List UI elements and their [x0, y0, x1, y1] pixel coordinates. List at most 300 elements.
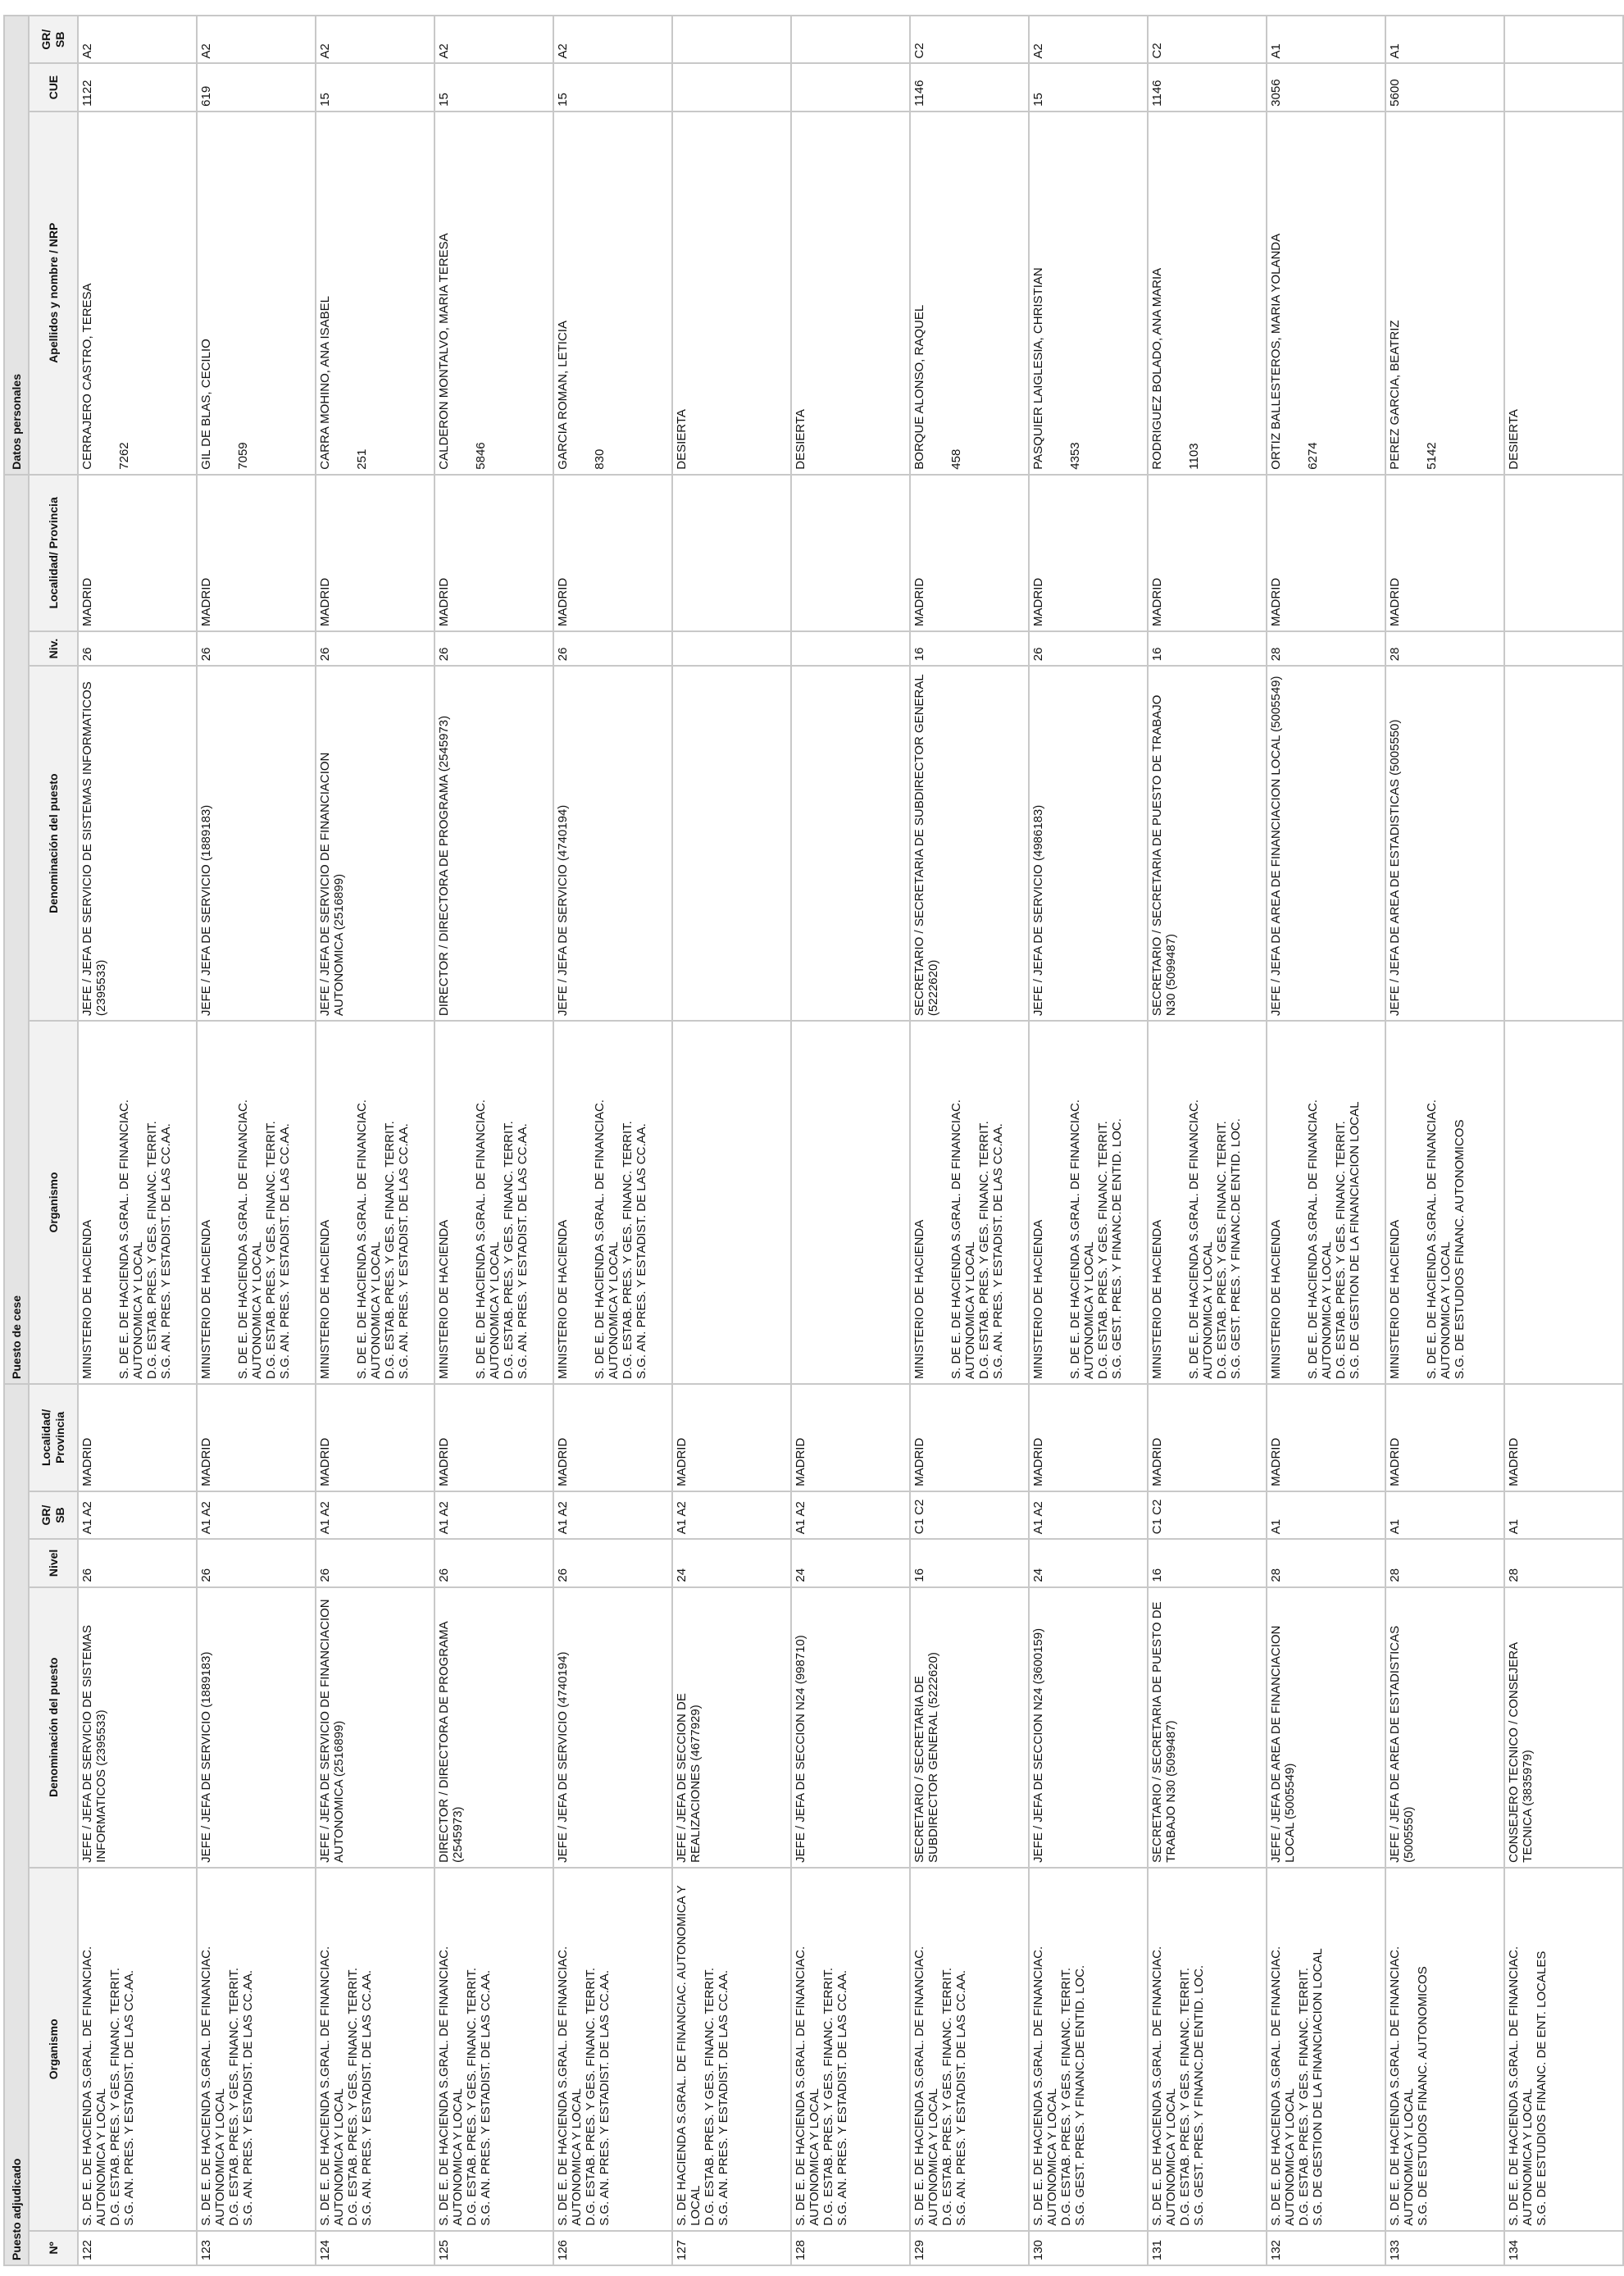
cese-denominacion-cell: JEFE / JEFA DE AREA DE ESTADISTICAS (5005550): [1385, 666, 1504, 1021]
nrp: 6274: [1306, 442, 1320, 470]
cese-nivel-cell: [791, 631, 910, 666]
organismo-cell-line: D.G. ESTAB. PRES. Y GES. FINANC. TERRIT.: [227, 1967, 241, 2226]
cese-nivel-cell: 26: [553, 631, 672, 666]
table-row: [316, 16, 434, 2265]
cue-cell: 1146: [1148, 63, 1267, 111]
col-header-localidad: Localidad/ Provincia: [29, 1384, 78, 1491]
organismo-cell-line: S.G. AN. PRES. Y ESTADIST. DE LAS CC.AA.: [360, 1969, 374, 2226]
cese-organismo-cell-line: S.G. GEST. PRES. Y FINANC.DE ENTID. LOC.: [1110, 1118, 1124, 1379]
cese-organismo-cell: [553, 1021, 672, 1384]
cese-organismo-cell-line: D.G. ESTAB. PRES. Y GES. FINANC. TERRIT.: [977, 1121, 991, 1379]
table-body: [78, 16, 1623, 2265]
cese-organismo-cell: [1267, 1021, 1385, 1384]
organismo-cell: [1504, 1868, 1623, 2231]
cue-cell: 15: [1029, 63, 1148, 111]
nombre-nrp-cell: [1504, 112, 1623, 475]
nrp: 5846: [474, 442, 488, 470]
nivel-cell: 26: [316, 1539, 434, 1586]
cese-denominacion-cell: JEFE / JEFA DE SERVICIO (4986183): [1029, 666, 1148, 1021]
nrp: 251: [355, 448, 369, 470]
col-header-nombre-nrp: Apellidos y nombre / NRP: [29, 112, 78, 475]
cese-nivel-cell: 26: [316, 631, 434, 666]
denominacion-cell: JEFE / JEFA DE SECCION DE REALIZACIONES (4677929): [672, 1587, 791, 1868]
cese-organismo-cell-line: S.G. AN. PRES. Y ESTADIST. DE LAS CC.AA.: [635, 1123, 648, 1379]
organismo-cell-line: S. DE E. DE HACIENDA S.GRAL. DE FINANCIAC. AUTONOMICA Y LOCAL: [1031, 1946, 1059, 2226]
personal-grsb-cell: C2: [910, 16, 1029, 63]
cese-organismo-cell-line: S.G. AN. PRES. Y ESTADIST. DE LAS CC.AA.: [159, 1123, 173, 1379]
localidad-cell: MADRID: [197, 1384, 316, 1491]
col-header-cue: CUE: [29, 63, 78, 111]
col-header-denominacion: Denominación del puesto: [29, 1587, 78, 1868]
nombre-nrp-cell: [910, 112, 1029, 475]
header-columns-row: [29, 16, 78, 2265]
denominacion-cell: JEFE / JEFA DE AREA DE ESTADISTICAS (5005550): [1385, 1587, 1504, 1868]
denominacion-cell: JEFE / JEFA DE SERVICIO DE FINANCIACION AUTONOMICA (2516899): [316, 1587, 434, 1868]
cese-organismo-cell: [1148, 1021, 1267, 1384]
nrp: 830: [593, 448, 607, 470]
cue-cell: 15: [553, 63, 672, 111]
denominacion-cell: CONSEJERO TECNICO / CONSEJERA TECNICA (3835979): [1504, 1587, 1623, 1868]
cese-organismo-cell: [197, 1021, 316, 1384]
spacer: [451, 116, 474, 470]
apellidos-nombre: DESIERTA: [675, 409, 689, 470]
personal-grsb-cell: C2: [1148, 16, 1267, 63]
apellidos-nombre: CARRA MOHINO, ANA ISABEL: [318, 295, 332, 470]
spacer: [926, 116, 949, 470]
cese-organismo-cell-line: S. DE E. DE HACIENDA S.GRAL. DE FINANCIAC. AUTONOMICA Y LOCAL: [1068, 1099, 1096, 1379]
row-number: 126: [553, 2231, 672, 2265]
organismo-cell-line: S. DE E. DE HACIENDA S.GRAL. DE FINANCIAC. AUTONOMICA Y LOCAL: [318, 1946, 346, 2226]
organismo-cell-line: S. DE E. DE HACIENDA S.GRAL. DE FINANCIAC. AUTONOMICA Y LOCAL: [199, 1946, 227, 2226]
organismo-cell-line: S. DE E. DE HACIENDA S.GRAL. DE FINANCIAC. AUTONOMICA Y LOCAL: [1507, 1946, 1535, 2226]
cese-organismo-cell: [1385, 1021, 1504, 1384]
cese-localidad-cell: MADRID: [1029, 475, 1148, 631]
cue-cell: 619: [197, 63, 316, 111]
cese-organismo-cell-line: MINISTERIO DE HACIENDA: [1150, 1219, 1164, 1379]
cese-organismo-cell-line: D.G. ESTAB. PRES. Y GES. FINANC. TERRIT.: [1215, 1121, 1229, 1379]
cese-organismo-cell-line: MINISTERIO DE HACIENDA: [1388, 1219, 1402, 1379]
cese-organismo-cell-line: D.G. ESTAB. PRES. Y GES. FINANC. TERRIT.: [1334, 1121, 1348, 1379]
spacer: [1045, 116, 1068, 470]
nombre-nrp-cell: [1385, 112, 1504, 475]
grsb-cell: A1: [1385, 1491, 1504, 1539]
cese-organismo-cell-line: MINISTERIO DE HACIENDA: [1269, 1219, 1283, 1379]
organismo-cell: [1029, 1868, 1148, 2231]
cese-organismo-cell-line: D.G. ESTAB. PRES. Y GES. FINANC. TERRIT.: [383, 1121, 397, 1379]
cese-organismo-cell: [910, 1021, 1029, 1384]
nivel-cell: 28: [1504, 1539, 1623, 1586]
cese-nivel-cell: 28: [1385, 631, 1504, 666]
nrp: 458: [949, 448, 963, 470]
organismo-cell-line: S.G. AN. PRES. Y ESTADIST. DE LAS CC.AA.: [598, 1969, 612, 2226]
organismo-cell-line: S.G. AN. PRES. Y ESTADIST. DE LAS CC.AA.: [954, 1969, 968, 2226]
cese-localidad-cell: [1504, 475, 1623, 631]
cese-organismo-cell-line: S. DE E. DE HACIENDA S.GRAL. DE FINANCIAC. AUTONOMICA Y LOCAL: [117, 1099, 145, 1379]
col-header-cese-denominacion: Denominación del puesto: [29, 666, 78, 1021]
spacer: [94, 1026, 117, 1379]
cese-localidad-cell: [672, 475, 791, 631]
group-datos-personales: Datos personales: [4, 16, 29, 475]
organismo-cell-line: D.G. ESTAB. PRES. Y GES. FINANC. TERRIT.: [1059, 1967, 1073, 2226]
organismo-cell-line: S. DE HACIENDA S.GRAL. DE FINANCIAC. AUTONOMICA Y LOCAL: [675, 1885, 703, 2226]
cese-organismo-cell-line: S.G. AN. PRES. Y ESTADIST. DE LAS CC.AA.: [516, 1123, 530, 1379]
spacer: [1164, 1026, 1187, 1379]
cese-nivel-cell: 16: [1148, 631, 1267, 666]
group-puesto-adjudicado: Puesto adjudicado: [4, 1384, 29, 2265]
col-header-cese-nivel: Niv.: [29, 631, 78, 666]
spacer: [570, 1026, 593, 1379]
table-row: [791, 16, 910, 2265]
organismo-cell: [1385, 1868, 1504, 2231]
apellidos-nombre: PEREZ GARCIA, BEATRIZ: [1388, 320, 1402, 470]
denominacion-cell: JEFE / JEFA DE SECCION N24 (998710): [791, 1587, 910, 1868]
cese-organismo-cell-line: S.G. AN. PRES. Y ESTADIST. DE LAS CC.AA.: [278, 1123, 292, 1379]
cese-denominacion-cell: JEFE / JEFA DE SERVICIO (4740194): [553, 666, 672, 1021]
personal-grsb-cell: A2: [434, 16, 553, 63]
table-row: [1267, 16, 1385, 2265]
organismo-cell-line: S.G. AN. PRES. Y ESTADIST. DE LAS CC.AA.: [122, 1969, 136, 2226]
cese-nivel-cell: 26: [78, 631, 197, 666]
personal-grsb-cell: A2: [553, 16, 672, 63]
nivel-cell: 26: [434, 1539, 553, 1586]
row-number: 129: [910, 2231, 1029, 2265]
table-row: [910, 16, 1029, 2265]
cese-denominacion-cell: [1504, 666, 1623, 1021]
localidad-cell: MADRID: [434, 1384, 553, 1491]
organismo-cell-line: S.G. GEST. PRES. Y FINANC.DE ENTID. LOC.: [1192, 1964, 1206, 2226]
cese-organismo-cell: [791, 1021, 910, 1384]
organismo-cell-line: S. DE E. DE HACIENDA S.GRAL. DE FINANCIAC. AUTONOMICA Y LOCAL: [912, 1946, 940, 2226]
denominacion-cell: DIRECTOR / DIRECTORA DE PROGRAMA (2545973): [434, 1587, 553, 1868]
col-header-grsb: GR/ SB: [29, 1491, 78, 1539]
table-row: [197, 16, 316, 2265]
organismo-cell-line: S. DE E. DE HACIENDA S.GRAL. DE FINANCIAC. AUTONOMICA Y LOCAL: [1388, 1946, 1416, 2226]
cese-organismo-cell-line: D.G. ESTAB. PRES. Y GES. FINANC. TERRIT.: [502, 1121, 516, 1379]
organismo-cell-line: S.G. DE GESTION DE LA FINANCIACION LOCAL: [1311, 1948, 1325, 2226]
cese-denominacion-cell: JEFE / JEFA DE SERVICIO DE SISTEMAS INFORMATICOS (2395533): [78, 666, 197, 1021]
nombre-nrp-cell: [672, 112, 791, 475]
apellidos-nombre: DESIERTA: [1507, 409, 1521, 470]
localidad-cell: MADRID: [672, 1384, 791, 1491]
table-row: [553, 16, 672, 2265]
row-number: 124: [316, 2231, 434, 2265]
cue-cell: 1146: [910, 63, 1029, 111]
nivel-cell: 26: [78, 1539, 197, 1586]
cese-organismo-cell-line: MINISTERIO DE HACIENDA: [80, 1219, 94, 1379]
personal-grsb-cell: A2: [316, 16, 434, 63]
organismo-cell: [316, 1868, 434, 2231]
apellidos-nombre: CALDERON MONTALVO, MARIA TERESA: [437, 233, 451, 470]
header-group-row: [4, 16, 29, 2265]
cue-cell: 15: [316, 63, 434, 111]
table-row: [672, 16, 791, 2265]
nivel-cell: 26: [553, 1539, 672, 1586]
personal-grsb-cell: A2: [78, 16, 197, 63]
denominacion-cell: JEFE / JEFA DE SECCION N24 (3600159): [1029, 1587, 1148, 1868]
nivel-cell: 28: [1385, 1539, 1504, 1586]
denominacion-cell: JEFE / JEFA DE SERVICIO DE SISTEMAS INFORMATICOS (2395533): [78, 1587, 197, 1868]
localidad-cell: MADRID: [791, 1384, 910, 1491]
cese-organismo-cell-line: S. DE E. DE HACIENDA S.GRAL. DE FINANCIAC. AUTONOMICA Y LOCAL: [593, 1099, 621, 1379]
organismo-cell: [434, 1868, 553, 2231]
organismo-cell-line: D.G. ESTAB. PRES. Y GES. FINANC. TERRIT.: [703, 1967, 716, 2226]
organismo-cell-line: S. DE E. DE HACIENDA S.GRAL. DE FINANCIAC. AUTONOMICA Y LOCAL: [794, 1946, 821, 2226]
nombre-nrp-cell: [791, 112, 910, 475]
nivel-cell: 26: [197, 1539, 316, 1586]
nivel-cell: 28: [1267, 1539, 1385, 1586]
localidad-cell: MADRID: [1385, 1384, 1504, 1491]
cese-denominacion-cell: JEFE / JEFA DE SERVICIO DE FINANCIACION AUTONOMICA (2516899): [316, 666, 434, 1021]
cese-localidad-cell: MADRID: [1267, 475, 1385, 631]
nivel-cell: 24: [672, 1539, 791, 1586]
nivel-cell: 16: [910, 1539, 1029, 1586]
nrp: 1103: [1187, 443, 1201, 470]
grsb-cell: A1 A2: [791, 1491, 910, 1539]
col-header-cese-organismo: Organismo: [29, 1021, 78, 1384]
organismo-cell: [1148, 1868, 1267, 2231]
organismo-cell-line: S. DE E. DE HACIENDA S.GRAL. DE FINANCIAC. AUTONOMICA Y LOCAL: [80, 1946, 108, 2226]
organismo-cell-line: S.G. AN. PRES. Y ESTADIST. DE LAS CC.AA.: [835, 1969, 849, 2226]
localidad-cell: MADRID: [910, 1384, 1029, 1491]
cese-organismo-cell-line: MINISTERIO DE HACIENDA: [199, 1219, 213, 1379]
cese-organismo-cell-line: S.G. AN. PRES. Y ESTADIST. DE LAS CC.AA.: [991, 1123, 1005, 1379]
denominacion-cell: JEFE / JEFA DE SERVICIO (1889183): [197, 1587, 316, 1868]
organismo-cell-line: S.G. AN. PRES. Y ESTADIST. DE LAS CC.AA.: [479, 1969, 493, 2226]
nrp: 7059: [236, 442, 250, 470]
cese-denominacion-cell: SECRETARIO / SECRETARIA DE PUESTO DE TRABAJO N30 (5099487): [1148, 666, 1267, 1021]
nombre-nrp-cell: [197, 112, 316, 475]
organismo-cell-line: D.G. ESTAB. PRES. Y GES. FINANC. TERRIT.: [1297, 1967, 1311, 2226]
cese-organismo-cell: [1029, 1021, 1148, 1384]
nivel-cell: 24: [791, 1539, 910, 1586]
spacer: [332, 1026, 355, 1379]
row-number: 128: [791, 2231, 910, 2265]
nrp: 7262: [117, 442, 131, 470]
cese-localidad-cell: [791, 475, 910, 631]
table-row: [1029, 16, 1148, 2265]
organismo-cell-line: D.G. ESTAB. PRES. Y GES. FINANC. TERRIT.: [1178, 1967, 1192, 2226]
cese-organismo-cell-line: D.G. ESTAB. PRES. Y GES. FINANC. TERRIT.: [145, 1121, 159, 1379]
cese-organismo-cell-line: S.G. AN. PRES. Y ESTADIST. DE LAS CC.AA.: [397, 1123, 411, 1379]
cese-organismo-cell: [1504, 1021, 1623, 1384]
row-number: 133: [1385, 2231, 1504, 2265]
cue-cell: [791, 63, 910, 111]
apellidos-nombre: PASQUIER LAIGLESIA, CHRISTIAN: [1031, 267, 1045, 470]
organismo-cell-line: D.G. ESTAB. PRES. Y GES. FINANC. TERRIT.: [465, 1967, 479, 2226]
col-header-numero: Nº: [29, 2231, 78, 2265]
cese-nivel-cell: [1504, 631, 1623, 666]
spacer: [451, 1026, 474, 1379]
cue-cell: 1122: [78, 63, 197, 111]
cese-organismo-cell: [78, 1021, 197, 1384]
grsb-cell: C1 C2: [910, 1491, 1029, 1539]
row-number: 130: [1029, 2231, 1148, 2265]
group-puesto-cese: Puesto de cese: [4, 475, 29, 1384]
cese-localidad-cell: MADRID: [1385, 475, 1504, 631]
cese-denominacion-cell: JEFE / JEFA DE AREA DE FINANCIACION LOCAL (5005549): [1267, 666, 1385, 1021]
organismo-cell-line: S. DE E. DE HACIENDA S.GRAL. DE FINANCIAC. AUTONOMICA Y LOCAL: [437, 1946, 465, 2226]
spacer: [1283, 1026, 1306, 1379]
spacer: [1045, 1026, 1068, 1379]
cese-organismo-cell: [672, 1021, 791, 1384]
cese-organismo-cell-line: S.G. GEST. PRES. Y FINANC.DE ENTID. LOC.: [1229, 1118, 1243, 1379]
cese-localidad-cell: MADRID: [197, 475, 316, 631]
cese-localidad-cell: MADRID: [910, 475, 1029, 631]
apellidos-nombre: DESIERTA: [794, 409, 807, 470]
cese-localidad-cell: MADRID: [316, 475, 434, 631]
nombre-nrp-cell: [316, 112, 434, 475]
organismo-cell-line: D.G. ESTAB. PRES. Y GES. FINANC. TERRIT.: [108, 1967, 122, 2226]
cese-organismo-cell-line: S. DE E. DE HACIENDA S.GRAL. DE FINANCIAC. AUTONOMICA Y LOCAL: [355, 1099, 383, 1379]
organismo-cell-line: D.G. ESTAB. PRES. Y GES. FINANC. TERRIT.: [940, 1967, 954, 2226]
spacer: [1402, 1026, 1425, 1379]
cese-organismo-cell-line: S. DE E. DE HACIENDA S.GRAL. DE FINANCIAC. AUTONOMICA Y LOCAL: [236, 1099, 264, 1379]
spacer: [213, 116, 236, 470]
organismo-cell-line: D.G. ESTAB. PRES. Y GES. FINANC. TERRIT.: [346, 1967, 360, 2226]
nrp: 4353: [1068, 442, 1082, 470]
organismo-cell-line: S. DE E. DE HACIENDA S.GRAL. DE FINANCIAC. AUTONOMICA Y LOCAL: [556, 1946, 584, 2226]
organismo-cell: [553, 1868, 672, 2231]
nombre-nrp-cell: [1148, 112, 1267, 475]
personal-grsb-cell: [672, 16, 791, 63]
organismo-cell: [910, 1868, 1029, 2231]
cese-organismo-cell-line: MINISTERIO DE HACIENDA: [437, 1219, 451, 1379]
row-number: 122: [78, 2231, 197, 2265]
apellidos-nombre: GARCIA ROMAN, LETICIA: [556, 321, 570, 470]
cese-localidad-cell: MADRID: [553, 475, 672, 631]
denominacion-cell: JEFE / JEFA DE SERVICIO (4740194): [553, 1587, 672, 1868]
apellidos-nombre: CERRAJERO CASTRO, TERESA: [80, 283, 94, 470]
organismo-cell: [791, 1868, 910, 2231]
localidad-cell: MADRID: [1267, 1384, 1385, 1491]
organismo-cell-line: S.G. DE ESTUDIOS FINANC. DE ENT. LOCALES: [1535, 1951, 1549, 2226]
col-header-nivel: Nivel: [29, 1539, 78, 1586]
cese-organismo-cell-line: S. DE E. DE HACIENDA S.GRAL. DE FINANCIAC. AUTONOMICA Y LOCAL: [1425, 1099, 1453, 1379]
cese-organismo-cell: [434, 1021, 553, 1384]
denominacion-cell: JEFE / JEFA DE AREA DE FINANCIACION LOCAL (5005549): [1267, 1587, 1385, 1868]
row-number: 134: [1504, 2231, 1623, 2265]
grsb-cell: A1 A2: [78, 1491, 197, 1539]
nombre-nrp-cell: [434, 112, 553, 475]
cese-denominacion-cell: DIRECTOR / DIRECTORA DE PROGRAMA (2545973): [434, 666, 553, 1021]
cese-denominacion-cell: SECRETARIO / SECRETARIA DE SUBDIRECTOR GENERAL (5222620): [910, 666, 1029, 1021]
cese-organismo-cell-line: D.G. ESTAB. PRES. Y GES. FINANC. TERRIT.: [621, 1121, 635, 1379]
cese-organismo-cell-line: S.G. DE GESTION DE LA FINANCIACION LOCAL: [1348, 1101, 1362, 1379]
personal-grsb-cell: [1504, 16, 1623, 63]
cue-cell: 5600: [1385, 63, 1504, 111]
grsb-cell: A1 A2: [197, 1491, 316, 1539]
cese-nivel-cell: 28: [1267, 631, 1385, 666]
organismo-cell-line: S. DE E. DE HACIENDA S.GRAL. DE FINANCIAC. AUTONOMICA Y LOCAL: [1150, 1946, 1178, 2226]
nivel-cell: 24: [1029, 1539, 1148, 1586]
cue-cell: [1504, 63, 1623, 111]
organismo-cell: [78, 1868, 197, 2231]
col-header-organismo: Organismo: [29, 1868, 78, 2231]
cue-cell: 15: [434, 63, 553, 111]
organismo-cell-line: D.G. ESTAB. PRES. Y GES. FINANC. TERRIT.: [584, 1967, 598, 2226]
cese-nivel-cell: 26: [1029, 631, 1148, 666]
organismo-cell-line: S.G. GEST. PRES. Y FINANC.DE ENTID. LOC.: [1073, 1964, 1087, 2226]
row-number: 132: [1267, 2231, 1385, 2265]
row-number: 131: [1148, 2231, 1267, 2265]
organismo-cell-line: S.G. DE ESTUDIOS FINANC. AUTONOMICOS: [1416, 1966, 1430, 2226]
localidad-cell: MADRID: [1504, 1384, 1623, 1491]
personal-grsb-cell: [791, 16, 910, 63]
apellidos-nombre: GIL DE BLAS, CECILIO: [199, 339, 213, 470]
personal-grsb-cell: A1: [1385, 16, 1504, 63]
localidad-cell: MADRID: [78, 1384, 197, 1491]
spacer: [1402, 116, 1425, 470]
spacer: [1283, 116, 1306, 470]
grsb-cell: C1 C2: [1148, 1491, 1267, 1539]
personal-grsb-cell: A1: [1267, 16, 1385, 63]
localidad-cell: MADRID: [1148, 1384, 1267, 1491]
organismo-cell-line: D.G. ESTAB. PRES. Y GES. FINANC. TERRIT.: [821, 1967, 835, 2226]
spacer: [213, 1026, 236, 1379]
cese-nivel-cell: [672, 631, 791, 666]
cese-localidad-cell: MADRID: [1148, 475, 1267, 631]
adjudicaciones-table: [3, 15, 1624, 2266]
cese-organismo-cell-line: S. DE E. DE HACIENDA S.GRAL. DE FINANCIAC. AUTONOMICA Y LOCAL: [1187, 1099, 1215, 1379]
apellidos-nombre: ORTIZ BALLESTEROS, MARIA YOLANDA: [1269, 233, 1283, 470]
nombre-nrp-cell: [1029, 112, 1148, 475]
denominacion-cell: SECRETARIO / SECRETARIA DE PUESTO DE TRABAJO N30 (5099487): [1148, 1587, 1267, 1868]
col-header-personal-grsb: GR/ SB: [29, 16, 78, 63]
cue-cell: 3056: [1267, 63, 1385, 111]
nombre-nrp-cell: [1267, 112, 1385, 475]
spacer: [94, 116, 117, 470]
cese-organismo-cell-line: S.G. DE ESTUDIOS FINANC. AUTONOMICOS: [1453, 1119, 1467, 1379]
apellidos-nombre: BORQUE ALONSO, RAQUEL: [912, 304, 926, 470]
grsb-cell: A1 A2: [1029, 1491, 1148, 1539]
denominacion-cell: SECRETARIO / SECRETARIA DE SUBDIRECTOR GENERAL (5222620): [910, 1587, 1029, 1868]
grsb-cell: A1 A2: [553, 1491, 672, 1539]
grsb-cell: A1 A2: [316, 1491, 434, 1539]
cese-organismo-cell-line: MINISTERIO DE HACIENDA: [1031, 1219, 1045, 1379]
cese-organismo-cell-line: MINISTERIO DE HACIENDA: [912, 1219, 926, 1379]
grsb-cell: A1: [1504, 1491, 1623, 1539]
personal-grsb-cell: A2: [197, 16, 316, 63]
cese-localidad-cell: MADRID: [434, 475, 553, 631]
table-row: [1148, 16, 1267, 2265]
cese-organismo-cell-line: D.G. ESTAB. PRES. Y GES. FINANC. TERRIT.: [1096, 1121, 1110, 1379]
cese-organismo-cell-line: S. DE E. DE HACIENDA S.GRAL. DE FINANCIAC. AUTONOMICA Y LOCAL: [474, 1099, 502, 1379]
spacer: [332, 116, 355, 470]
cese-organismo-cell-line: S. DE E. DE HACIENDA S.GRAL. DE FINANCIAC. AUTONOMICA Y LOCAL: [949, 1099, 977, 1379]
table-row: [1385, 16, 1504, 2265]
nivel-cell: 16: [1148, 1539, 1267, 1586]
cese-nivel-cell: 16: [910, 631, 1029, 666]
organismo-cell-line: S. DE E. DE HACIENDA S.GRAL. DE FINANCIAC. AUTONOMICA Y LOCAL: [1269, 1946, 1297, 2226]
localidad-cell: MADRID: [316, 1384, 434, 1491]
row-number: 125: [434, 2231, 553, 2265]
personal-grsb-cell: A2: [1029, 16, 1148, 63]
spacer: [926, 1026, 949, 1379]
organismo-cell-line: S.G. AN. PRES. Y ESTADIST. DE LAS CC.AA.: [241, 1969, 255, 2226]
cese-denominacion-cell: JEFE / JEFA DE SERVICIO (1889183): [197, 666, 316, 1021]
grsb-cell: A1: [1267, 1491, 1385, 1539]
cese-localidad-cell: MADRID: [78, 475, 197, 631]
organismo-cell: [672, 1868, 791, 2231]
apellidos-nombre: RODRIGUEZ BOLADO, ANA MARIA: [1150, 267, 1164, 470]
cese-organismo-cell-line: MINISTERIO DE HACIENDA: [318, 1219, 332, 1379]
cese-denominacion-cell: [672, 666, 791, 1021]
cese-organismo-cell: [316, 1021, 434, 1384]
cese-denominacion-cell: [791, 666, 910, 1021]
spacer: [570, 116, 593, 470]
grsb-cell: A1 A2: [434, 1491, 553, 1539]
row-number: 123: [197, 2231, 316, 2265]
